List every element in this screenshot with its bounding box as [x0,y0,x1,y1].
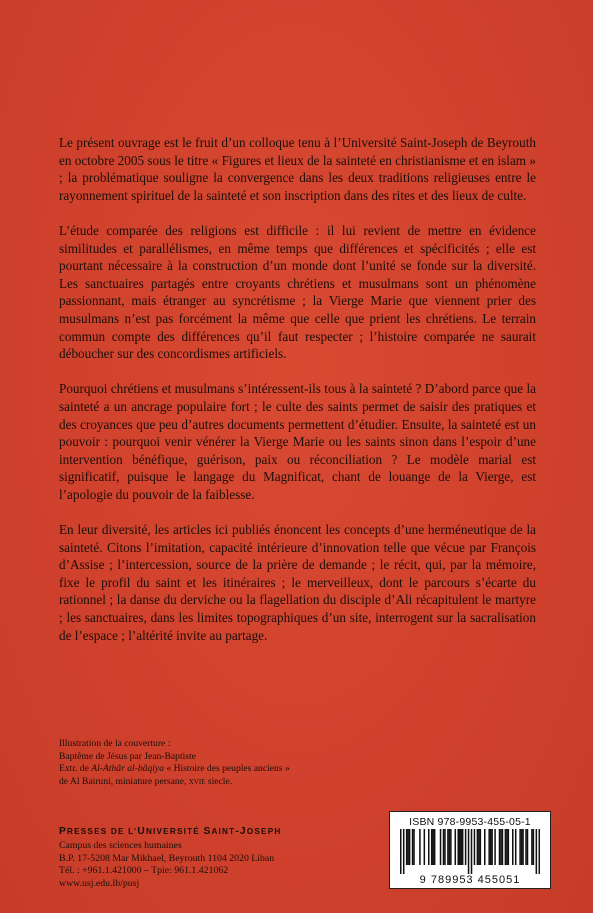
barcode-bar [419,829,421,865]
barcode-bar [512,829,514,865]
barcode-bar [465,829,467,865]
barcode-bar [484,829,486,865]
barcode-bar [413,829,415,865]
barcode-bar [488,829,490,865]
paragraph-1: Le présent ouvrage est le fruit d’un colloque tenu à l’Université Saint-Joseph de Beyrouth en octobre 2005 sous le titre « Figures et lieux de la sainteté en christianisme et en islam » ; la problématique souligne la convergence dans les deux traditions religieuses entre le rayonnement spirituel de la sainteté et son inscription dans des rites et des lieux de culte. [59,135,536,203]
barcode-bar [406,829,408,865]
isbn-barcode [389,811,551,889]
barcode-bar [400,829,402,874]
barcode-bar [412,829,414,865]
paragraph-2: L’étude comparée des religions est difficile : il lui revient de mettre en évidence similitudes et parallélismes, en même temps que différences et spécificités ; elle est pourtant nécessaire à la construction d’un monde dont l’unité se fonde sur la diversité. Les sanctuaires partagés entre croyants chrétiens et musulmans sont un phénomène passionnant, mais étranger au syncrétisme ; la Vierge Marie que viennent prier des musulmans n’est pas forcément la même que celle que prient les chrétiens. Le terrain commun compte des différences qu’il faut respecter ; l’histoire comparée ne saurait déboucher sur des concordismes artificiels. [59,222,536,362]
publisher-address: B.P. 17-5208 Mar Mikhael, Beyrouth 1104 2020 Liban [59,852,275,864]
publisher-block [59,826,389,890]
barcode-bar [434,829,436,865]
credit-line-3 [59,763,389,776]
barcode-bar [460,829,462,865]
barcode-bar [449,829,451,865]
barcode-bars [400,829,540,874]
barcode-bar [478,829,480,865]
credit-line-2: Baptême de Jésus par Jean-Baptiste [59,750,196,762]
barcode-bar [468,829,470,874]
credit-suffix: « Histoire des peuples anciens » [164,763,290,775]
barcode-bar [533,829,535,865]
barcode-bar [519,829,521,865]
barcode-bar [444,829,446,865]
barcode-bar [455,829,457,865]
barcode-bar [443,829,445,865]
barcode-digits: 9 789953 455051 [419,874,521,886]
barcode-bar [527,829,529,865]
barcode-bar [403,829,405,874]
credit-prefix: Extr. de [59,763,92,775]
barcode-bar [440,829,442,865]
barcode-bar [531,829,533,865]
barcode-bar [515,829,517,865]
publisher-phone: Tél. : +961.1.421000 – Tpie: 961.1.421062 [59,865,229,877]
credit-author: de Al Bairuni, miniature persane, [59,775,189,787]
barcode-bar [536,829,538,874]
barcode-bar [459,829,461,865]
credit-century: xvie [188,775,206,787]
barcode-bar [407,829,409,865]
publisher-name: PRESSES DE L’UNIVERSITÉ SAINT-JOSEPH [59,826,282,837]
credit-line-4 [59,776,389,789]
barcode-bar [450,829,452,865]
paragraph-4: En leur diversité, les articles ici publiés énoncent les concepts d’une herméneutique de la sainteté. Citons l’imitation, capacité intérieure d’innovation telle que vécue par François d’Assise ; l’intercession, source de la prière de demande ; le récit, qui, par la mémoire, fixe le profil du saint et les itinéraires ; le merveilleux, dont le parcours s’écarte du rationnel ; la danse du derviche ou la flagellation du disciple d’Ali récapitulent le martyre ; les sanctuaires, dans les limites topographiques d’un site, interrogent sur la sacralisation de l’espace ; l’altérité invite au partage. [59,522,536,643]
barcode-bar [522,829,524,865]
credit-line-1: Illustration de la couverture : [59,738,171,749]
barcode-bar [491,829,493,865]
barcode-bar [432,829,434,865]
barcode-bar [508,829,510,865]
barcode-bar [462,829,464,865]
barcode-bar [505,829,507,865]
barcode-bar [424,829,426,865]
barcode-bar [490,829,492,865]
credit-work-title: Al-Athâr al-bâqiya [91,763,164,775]
isbn-label: ISBN 978-9953-455-05-1 [409,816,531,828]
barcode-bar [525,829,527,865]
barcode-bar [471,829,473,874]
barcode-bar [502,829,504,865]
publisher-campus: Campus des sciences humaines [59,840,182,852]
barcode-bar [499,829,501,865]
paragraph-3: Pourquoi chrétiens et musulmans s’intéressent-ils tous à la sainteté ? D’abord parce que la sainteté a un ancrage populaire fort ; le culte des saints permet de saisir des pratiques et des croyances que peu d’autres documents permettent d’étudier. Ensuite, la sainteté est un pouvoir : pourquoi venir vénérer la Vierge Marie ou les saints sinon dans l’espoir d’une intervention bénéfique, guérison, paix ou réconciliation ? Le modèle marial est significatif, puisque le langage du Magnificat, chant de louange de la Vierge, est l’apologie du pouvoir de la faiblesse. [59,381,536,502]
publisher-url: www.usj.edu.lb/pusj [59,877,140,889]
barcode-bar [409,829,411,865]
barcode-bar [506,829,508,865]
barcode-bar [477,829,479,865]
barcode-bar [539,829,540,874]
barcode-bar [447,829,449,865]
barcode-bar [457,829,459,865]
barcode-bar [474,829,476,865]
barcode-bar [480,829,482,865]
credit-end: siecle. [205,775,233,787]
barcode-bar [521,829,523,865]
back-cover-text [59,134,536,662]
cover-illustration-credit [59,738,389,788]
barcode-bar [428,829,430,865]
barcode-bar [431,829,433,865]
barcode-bar [500,829,502,865]
barcode-bar [494,829,496,865]
